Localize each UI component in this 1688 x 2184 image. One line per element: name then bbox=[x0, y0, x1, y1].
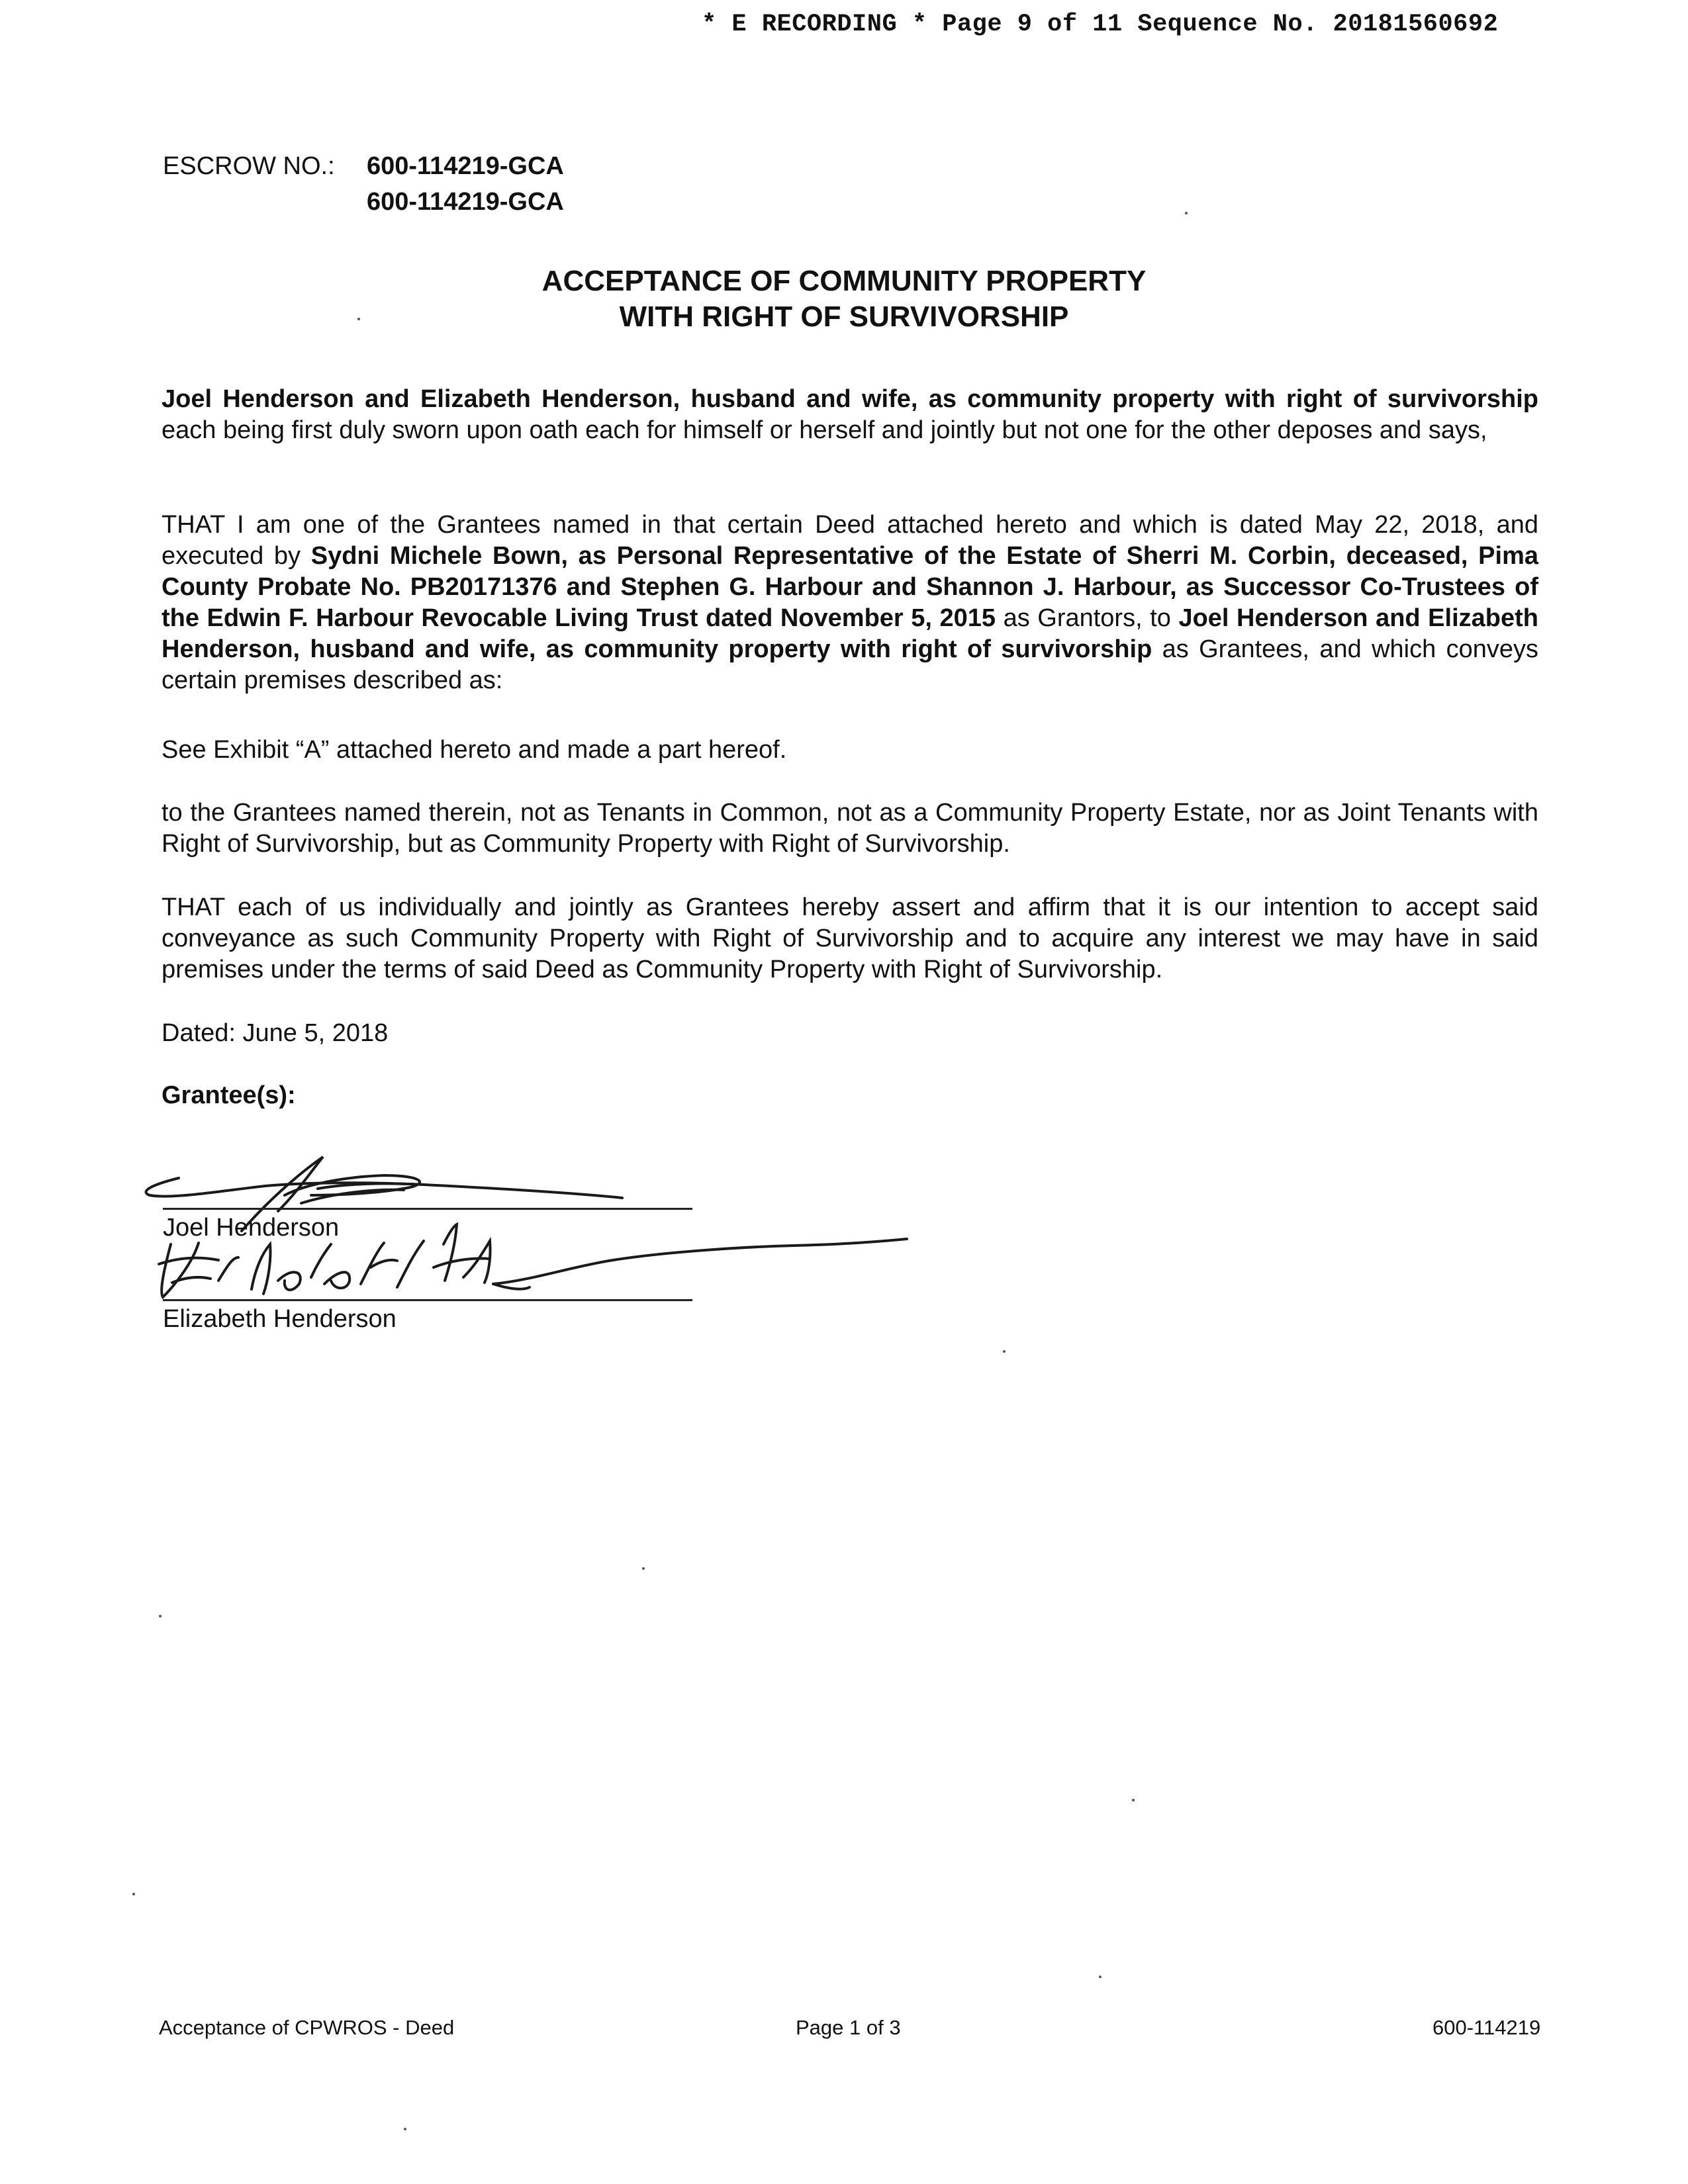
escrow-number: 600-114219-GCA bbox=[367, 188, 564, 216]
footer-document-name: Acceptance of CPWROS - Deed bbox=[159, 2016, 455, 2039]
paragraph-affirmation: THAT each of us individually and jointly as Grantees hereby assert and affirm that it is our intention to accept said conveyance as such Community Property with Right of Survivorship and to acquire any interest we may have in said premises under the terms of said Deed as Community Property with Right of Survivorship. bbox=[162, 893, 1538, 983]
deed-text-1: THAT I am one of the Grantees named in that certain Deed attached hereto and which is dated May 22, 2018, and executed by bbox=[162, 511, 1538, 570]
deponents-names: Joel Henderson and Elizabeth Henderson, husband and wife, as community property with right of survivorship bbox=[162, 385, 1538, 413]
signer-name-1: Joel Henderson bbox=[163, 1214, 340, 1242]
scan-speck bbox=[1185, 212, 1188, 214]
escrow-number: 600-114219-GCA bbox=[367, 152, 564, 180]
escrow-label: ESCROW NO.: bbox=[163, 152, 335, 180]
title-line-2: WITH RIGHT OF SURVIVORSHIP bbox=[619, 300, 1069, 333]
signer-name-2: Elizabeth Henderson bbox=[163, 1305, 397, 1333]
grantors-names: Sydni Michele Bown, as Personal Representative of the Estate of Sherri M. Corbin, deceased, Pima County Probate No. PB20171376 and Stephen G. Harbour and Shannon J. Harbour, as Successor Co-Trustees of the Edwin F. Harbour Revocable Living Trust dated November 5, 2015 bbox=[162, 542, 1538, 632]
title-line-1: ACCEPTANCE OF COMMUNITY PROPERTY bbox=[541, 265, 1147, 297]
scan-speck bbox=[404, 2128, 406, 2130]
grantees-label: Grantee(s): bbox=[162, 1081, 296, 1109]
document-title bbox=[0, 263, 1688, 335]
dated-line: Dated: June 5, 2018 bbox=[162, 1019, 389, 1047]
paragraph-exhibit: See Exhibit “A” attached hereto and made a part hereof. bbox=[162, 736, 787, 764]
paragraph-tenancy: to the Grantees named therein, not as Tenants in Common, not as a Community Property Estate, nor as Joint Tenants with Right of Survivorship, but as Community Property with Right of Survivorship. bbox=[162, 799, 1538, 858]
scan-speck bbox=[1003, 1350, 1006, 1353]
recording-stamp: * E RECORDING * Page 9 of 11 Sequence No. 20181560692 bbox=[702, 11, 1499, 38]
signature-line-1 bbox=[163, 1208, 692, 1210]
scan-speck bbox=[1132, 1799, 1135, 1801]
scan-speck bbox=[1099, 1976, 1102, 1978]
signature-line-2 bbox=[163, 1299, 692, 1301]
paragraph-deed bbox=[162, 510, 1538, 696]
scan-speck bbox=[642, 1567, 645, 1570]
scan-speck bbox=[159, 1615, 162, 1617]
paragraph-deponents bbox=[162, 384, 1538, 446]
scan-speck bbox=[132, 1893, 135, 1895]
grantees-names: Joel Henderson and Elizabeth Henderson, husband and wife, as community property with right of survivorship bbox=[162, 604, 1538, 663]
scan-speck bbox=[357, 318, 360, 320]
deed-text-2: as Grantors, to bbox=[996, 604, 1179, 632]
footer-file-number: 600-114219 bbox=[1432, 2016, 1541, 2039]
footer-page-number: Page 1 of 3 bbox=[796, 2016, 901, 2039]
deed-text-3: as Grantees, and which conveys certain premises described as: bbox=[162, 635, 1538, 694]
deponents-text: each being first duly sworn upon oath each for himself or herself and jointly but not one for the other deposes and says, bbox=[162, 416, 1487, 444]
